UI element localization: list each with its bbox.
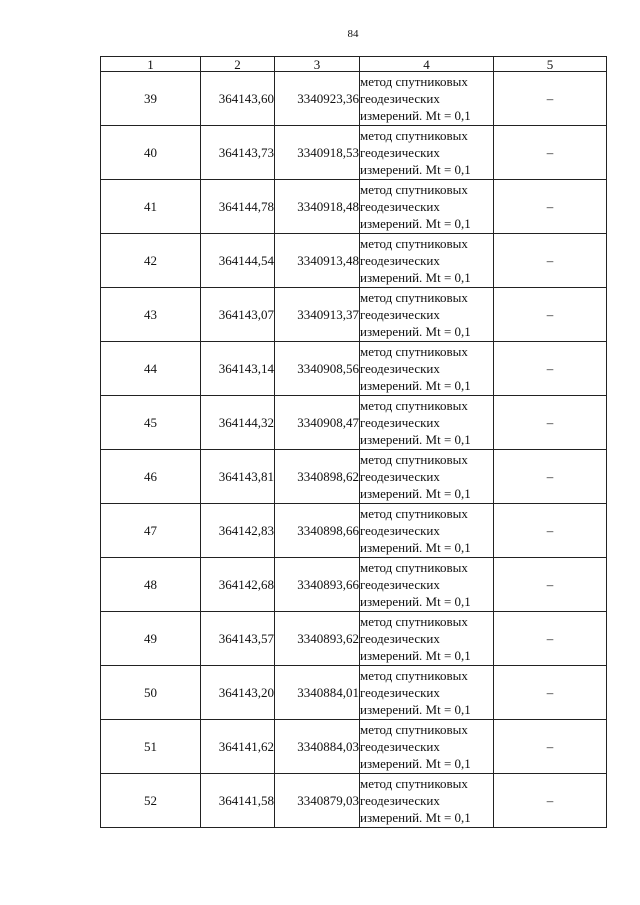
point-number: 52 bbox=[101, 774, 201, 828]
coordinate-x: 364143,57 bbox=[201, 612, 275, 666]
table-row bbox=[101, 504, 607, 558]
method-line-1: метод спутниковых bbox=[360, 452, 468, 467]
method-line-1: метод спутниковых bbox=[360, 668, 468, 683]
method-description bbox=[360, 666, 494, 720]
method-description bbox=[360, 72, 494, 126]
method-line-2: геодезических bbox=[360, 739, 440, 754]
coordinate-x: 364144,54 bbox=[201, 234, 275, 288]
coordinate-x: 364144,78 bbox=[201, 180, 275, 234]
coordinate-y: 3340918,48 bbox=[275, 180, 360, 234]
coordinate-y: 3340898,66 bbox=[275, 504, 360, 558]
point-number: 49 bbox=[101, 612, 201, 666]
point-number: 47 bbox=[101, 504, 201, 558]
page-number: 84 bbox=[347, 28, 359, 40]
header-col-3: 3 bbox=[275, 57, 360, 72]
method-line-2: геодезических bbox=[360, 307, 440, 322]
method-description bbox=[360, 342, 494, 396]
method-line-2: геодезических bbox=[360, 91, 440, 106]
method-line-1: метод спутниковых bbox=[360, 182, 468, 197]
method-line-1: метод спутниковых bbox=[360, 722, 468, 737]
note-dash: – bbox=[494, 450, 607, 504]
method-description bbox=[360, 504, 494, 558]
method-line-1: метод спутниковых bbox=[360, 344, 468, 359]
coordinate-x: 364143,20 bbox=[201, 666, 275, 720]
header-col-2: 2 bbox=[201, 57, 275, 72]
coordinate-y: 3340884,01 bbox=[275, 666, 360, 720]
table-row bbox=[101, 612, 607, 666]
method-line-3: измерений. Mt = 0,1 bbox=[360, 162, 471, 177]
method-description bbox=[360, 126, 494, 180]
header-col-5: 5 bbox=[494, 57, 607, 72]
method-description bbox=[360, 558, 494, 612]
point-number: 44 bbox=[101, 342, 201, 396]
method-line-1: метод спутниковых bbox=[360, 776, 468, 791]
table-row bbox=[101, 72, 607, 126]
note-dash: – bbox=[494, 342, 607, 396]
point-number: 42 bbox=[101, 234, 201, 288]
note-dash: – bbox=[494, 72, 607, 126]
method-line-2: геодезических bbox=[360, 469, 440, 484]
table-row bbox=[101, 342, 607, 396]
method-line-3: измерений. Mt = 0,1 bbox=[360, 810, 471, 825]
table-row bbox=[101, 288, 607, 342]
header-col-4: 4 bbox=[360, 57, 494, 72]
method-description bbox=[360, 180, 494, 234]
coordinate-y: 3340884,03 bbox=[275, 720, 360, 774]
coordinate-y: 3340898,62 bbox=[275, 450, 360, 504]
table-row bbox=[101, 666, 607, 720]
coordinate-y: 3340893,66 bbox=[275, 558, 360, 612]
note-dash: – bbox=[494, 288, 607, 342]
method-description bbox=[360, 288, 494, 342]
method-line-2: геодезических bbox=[360, 685, 440, 700]
method-line-3: измерений. Mt = 0,1 bbox=[360, 378, 471, 393]
method-description bbox=[360, 720, 494, 774]
method-line-1: метод спутниковых bbox=[360, 398, 468, 413]
coordinate-x: 364143,07 bbox=[201, 288, 275, 342]
coordinate-x: 364142,83 bbox=[201, 504, 275, 558]
method-line-1: метод спутниковых bbox=[360, 614, 468, 629]
point-number: 39 bbox=[101, 72, 201, 126]
point-number: 46 bbox=[101, 450, 201, 504]
note-dash: – bbox=[494, 612, 607, 666]
coordinate-y: 3340879,03 bbox=[275, 774, 360, 828]
method-line-2: геодезических bbox=[360, 361, 440, 376]
point-number: 51 bbox=[101, 720, 201, 774]
note-dash: – bbox=[494, 234, 607, 288]
table-row bbox=[101, 180, 607, 234]
coordinate-y: 3340923,36 bbox=[275, 72, 360, 126]
coordinate-x: 364143,60 bbox=[201, 72, 275, 126]
note-dash: – bbox=[494, 720, 607, 774]
method-line-2: геодезических bbox=[360, 631, 440, 646]
method-description bbox=[360, 234, 494, 288]
method-line-1: метод спутниковых bbox=[360, 128, 468, 143]
note-dash: – bbox=[494, 396, 607, 450]
coordinates-table bbox=[100, 56, 607, 828]
coordinate-x: 364141,62 bbox=[201, 720, 275, 774]
point-number: 40 bbox=[101, 126, 201, 180]
method-line-2: геодезических bbox=[360, 253, 440, 268]
method-line-3: измерений. Mt = 0,1 bbox=[360, 756, 471, 771]
method-line-3: измерений. Mt = 0,1 bbox=[360, 540, 471, 555]
point-number: 50 bbox=[101, 666, 201, 720]
note-dash: – bbox=[494, 774, 607, 828]
table-row bbox=[101, 558, 607, 612]
method-line-3: измерений. Mt = 0,1 bbox=[360, 432, 471, 447]
point-number: 43 bbox=[101, 288, 201, 342]
table-row bbox=[101, 774, 607, 828]
method-description bbox=[360, 774, 494, 828]
header-col-1: 1 bbox=[101, 57, 201, 72]
method-description bbox=[360, 450, 494, 504]
point-number: 45 bbox=[101, 396, 201, 450]
coordinate-y: 3340908,56 bbox=[275, 342, 360, 396]
method-line-3: измерений. Mt = 0,1 bbox=[360, 324, 471, 339]
table-row bbox=[101, 396, 607, 450]
coordinate-y: 3340918,53 bbox=[275, 126, 360, 180]
method-line-1: метод спутниковых bbox=[360, 74, 468, 89]
coordinate-y: 3340913,48 bbox=[275, 234, 360, 288]
coordinate-x: 364141,58 bbox=[201, 774, 275, 828]
coordinate-x: 364143,81 bbox=[201, 450, 275, 504]
table-row bbox=[101, 450, 607, 504]
table-row bbox=[101, 234, 607, 288]
note-dash: – bbox=[494, 666, 607, 720]
method-line-3: измерений. Mt = 0,1 bbox=[360, 216, 471, 231]
method-line-2: геодезических bbox=[360, 145, 440, 160]
coordinate-x: 364143,14 bbox=[201, 342, 275, 396]
note-dash: – bbox=[494, 180, 607, 234]
method-line-1: метод спутниковых bbox=[360, 290, 468, 305]
method-line-1: метод спутниковых bbox=[360, 560, 468, 575]
method-line-2: геодезических bbox=[360, 415, 440, 430]
method-line-3: измерений. Mt = 0,1 bbox=[360, 108, 471, 123]
method-line-2: геодезических bbox=[360, 523, 440, 538]
point-number: 48 bbox=[101, 558, 201, 612]
point-number: 41 bbox=[101, 180, 201, 234]
table-body bbox=[101, 72, 607, 828]
method-description bbox=[360, 612, 494, 666]
method-line-1: метод спутниковых bbox=[360, 506, 468, 521]
table-row bbox=[101, 720, 607, 774]
coordinate-y: 3340908,47 bbox=[275, 396, 360, 450]
table-header bbox=[101, 57, 607, 72]
coordinate-x: 364142,68 bbox=[201, 558, 275, 612]
coordinate-y: 3340913,37 bbox=[275, 288, 360, 342]
method-line-3: измерений. Mt = 0,1 bbox=[360, 486, 471, 501]
method-line-2: геодезических bbox=[360, 577, 440, 592]
note-dash: – bbox=[494, 504, 607, 558]
note-dash: – bbox=[494, 558, 607, 612]
table-row bbox=[101, 126, 607, 180]
method-line-3: измерений. Mt = 0,1 bbox=[360, 270, 471, 285]
method-line-3: измерений. Mt = 0,1 bbox=[360, 648, 471, 663]
method-line-3: измерений. Mt = 0,1 bbox=[360, 594, 471, 609]
header-row bbox=[101, 57, 607, 72]
note-dash: – bbox=[494, 126, 607, 180]
coordinate-y: 3340893,62 bbox=[275, 612, 360, 666]
method-line-2: геодезических bbox=[360, 199, 440, 214]
method-line-3: измерений. Mt = 0,1 bbox=[360, 702, 471, 717]
coordinate-x: 364143,73 bbox=[201, 126, 275, 180]
method-line-2: геодезических bbox=[360, 793, 440, 808]
coordinate-x: 364144,32 bbox=[201, 396, 275, 450]
method-line-1: метод спутниковых bbox=[360, 236, 468, 251]
method-description bbox=[360, 396, 494, 450]
